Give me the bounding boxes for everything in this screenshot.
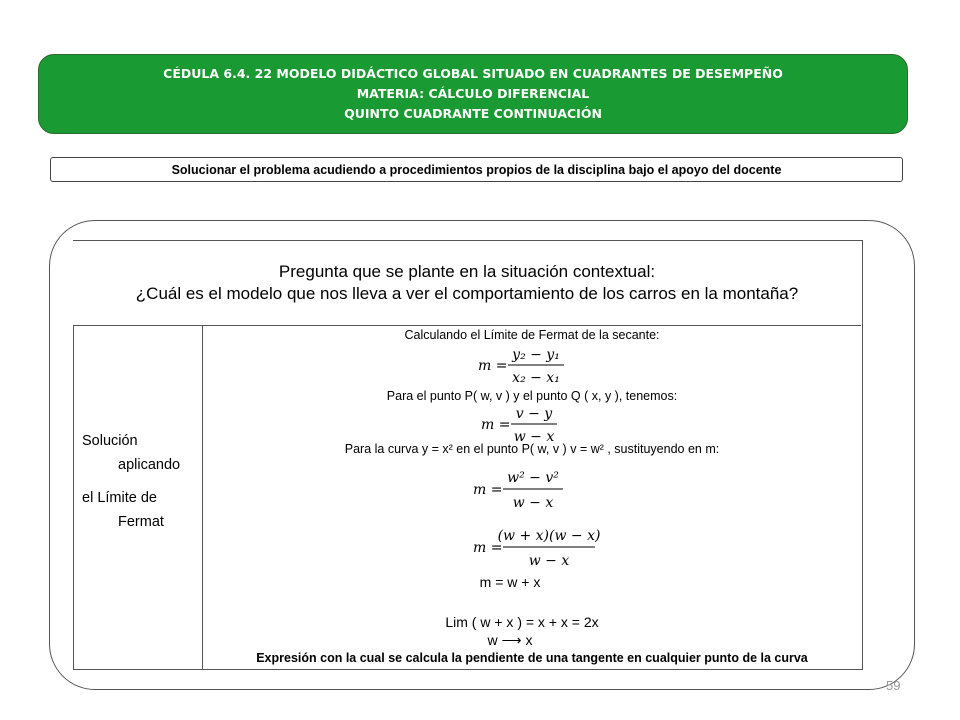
formula-secant — [478, 344, 588, 390]
formula-lhs: m = — [481, 417, 511, 433]
result-text: m = w + x — [479, 574, 541, 590]
curve-text: Para la curva y = x² en el punto P( w, v ) v = w² , sustituyendo en m: — [344, 442, 720, 456]
conclusion-text: Expresión con la cual se calcula la pendiente de una tangente en cualquier punto de la curva — [256, 651, 808, 665]
method-cell — [73, 325, 203, 670]
instruction-box — [50, 157, 903, 182]
formula-lhs: m = — [473, 482, 503, 498]
formula-numerator: (w + x)(w − x) — [497, 528, 601, 544]
question-label: Pregunta que se plante en la situación contextual: — [278, 262, 656, 281]
formula-denominator: w − x — [528, 553, 570, 569]
formula-numerator: w² − v² — [507, 470, 559, 486]
header-line-1: CÉDULA 6.4. 22 MODELO DIDÁCTICO GLOBAL SITUADO EN CUADRANTES DE DESEMPEÑO — [163, 66, 783, 81]
header-banner — [38, 54, 908, 134]
method-line-1: Solución — [82, 433, 138, 449]
instruction-text: Solucionar el problema acudiendo a procedimientos propios de la disciplina bajo el apoyo del docente — [171, 162, 782, 177]
formula-lhs: m = — [473, 540, 503, 556]
formula-denominator: x₂ − x₁ — [512, 370, 560, 386]
method-line-3: el Límite de — [82, 490, 157, 506]
limit-subscript: w ⟶ x — [487, 632, 533, 648]
formula-denominator: w − x — [512, 495, 554, 511]
formula-lhs: m = — [478, 358, 508, 374]
formula-numerator: y₂ − y₁ — [512, 347, 560, 363]
limit-expression: Lim ( w + x ) = x + x = 2x — [445, 614, 599, 630]
formula-factored — [473, 524, 613, 574]
header-line-2: MATERIA: CÁLCULO DIFERENCIAL — [356, 86, 590, 101]
question-text: ¿Cuál es el modelo que nos lleva a ver el comportamiento de los carros en la montaña? — [135, 284, 799, 303]
solution-table — [73, 240, 863, 670]
method-line-4: Fermat — [118, 514, 164, 530]
page-number: 59 — [886, 678, 901, 693]
header-line-3: QUINTO CUADRANTE CONTINUACIÓN — [344, 106, 602, 121]
intro-text: Calculando el Límite de Fermat de la secante: — [404, 328, 660, 342]
point-text: Para el punto P( w, v ) y el punto Q ( x, y ), tenemos: — [386, 389, 678, 403]
formula-numerator: v − y — [515, 406, 553, 422]
formula-squares — [473, 466, 583, 516]
formula-denominator: w − x — [513, 429, 555, 445]
question-cell — [73, 241, 861, 326]
method-line-2: aplicando — [118, 457, 181, 473]
procedure-cell — [203, 325, 861, 670]
